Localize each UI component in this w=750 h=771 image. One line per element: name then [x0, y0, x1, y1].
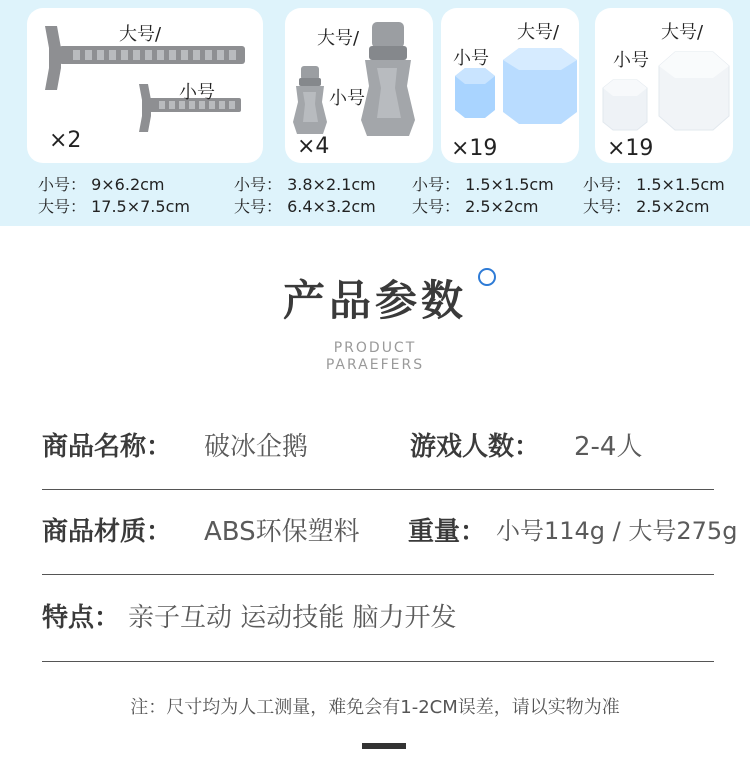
param-row-3: [42, 583, 714, 663]
blue-ice-card: [441, 8, 579, 163]
clear-ice-sizes: [583, 174, 725, 218]
quantity: ×4: [297, 134, 330, 159]
param-row-1: [42, 412, 714, 492]
penguin-card: [285, 8, 433, 163]
small-label: 小号: [453, 48, 489, 69]
material-value: ABS环保塑料: [204, 517, 360, 547]
small-label: 小号: [613, 50, 649, 71]
quantity: ×2: [49, 128, 82, 153]
param-row-2: [42, 497, 738, 577]
measurement-note: 注：尺寸均为人工测量，难免会有1-2CM误差，请以实物为准: [130, 697, 620, 718]
small-size: 小号： 9×6.2cm: [38, 175, 165, 194]
name-label: 商品名称：: [42, 432, 173, 462]
bottom-bar: [362, 743, 406, 749]
section-title: 产品参数: [282, 276, 467, 325]
small-size: 小号： 1.5×1.5cm: [412, 175, 554, 194]
feature-label: 特点：: [42, 603, 121, 633]
large-label: 大号/: [517, 22, 560, 43]
large-label: 大号/: [119, 24, 162, 45]
hammer-sizes: [38, 174, 190, 218]
large-label: 大号/: [661, 22, 704, 43]
weight-label: 重量：: [408, 517, 487, 547]
small-size: 小号： 3.8×2.1cm: [234, 175, 376, 194]
product-parts-strip: [0, 0, 750, 226]
large-size: 大号： 2.5×2cm: [583, 197, 710, 216]
hammer-card: [27, 8, 263, 163]
weight-value: 小号114g / 大号275g: [496, 517, 738, 545]
feature-value: 亲子互动 运动技能 脑力开发: [128, 603, 457, 633]
large-size: 大号： 2.5×2cm: [412, 197, 539, 216]
section-subtitle-line1: PRODUCT: [333, 340, 417, 356]
blue-ice-sizes: [412, 174, 554, 218]
material-label: 商品材质：: [42, 517, 173, 547]
players-label: 游戏人数：: [410, 432, 541, 462]
title-accent-circle: [478, 268, 496, 286]
clear-ice-card: [595, 8, 733, 163]
name-value: 破冰企鹅: [204, 432, 309, 462]
penguin-sizes: [234, 174, 376, 218]
players-value: 2-4人: [574, 432, 643, 462]
small-size: 小号： 1.5×1.5cm: [583, 175, 725, 194]
small-label: 小号: [179, 82, 215, 103]
divider: [42, 574, 714, 575]
quantity: ×19: [451, 136, 498, 161]
divider: [42, 489, 714, 490]
small-label: 小号: [329, 88, 365, 109]
divider: [42, 661, 714, 662]
large-size: 大号： 6.4×3.2cm: [234, 197, 376, 216]
large-size: 大号： 17.5×7.5cm: [38, 197, 190, 216]
large-label: 大号/: [317, 28, 360, 49]
section-subtitle-line2: PARAEFERS: [325, 357, 425, 373]
quantity: ×19: [607, 136, 654, 161]
